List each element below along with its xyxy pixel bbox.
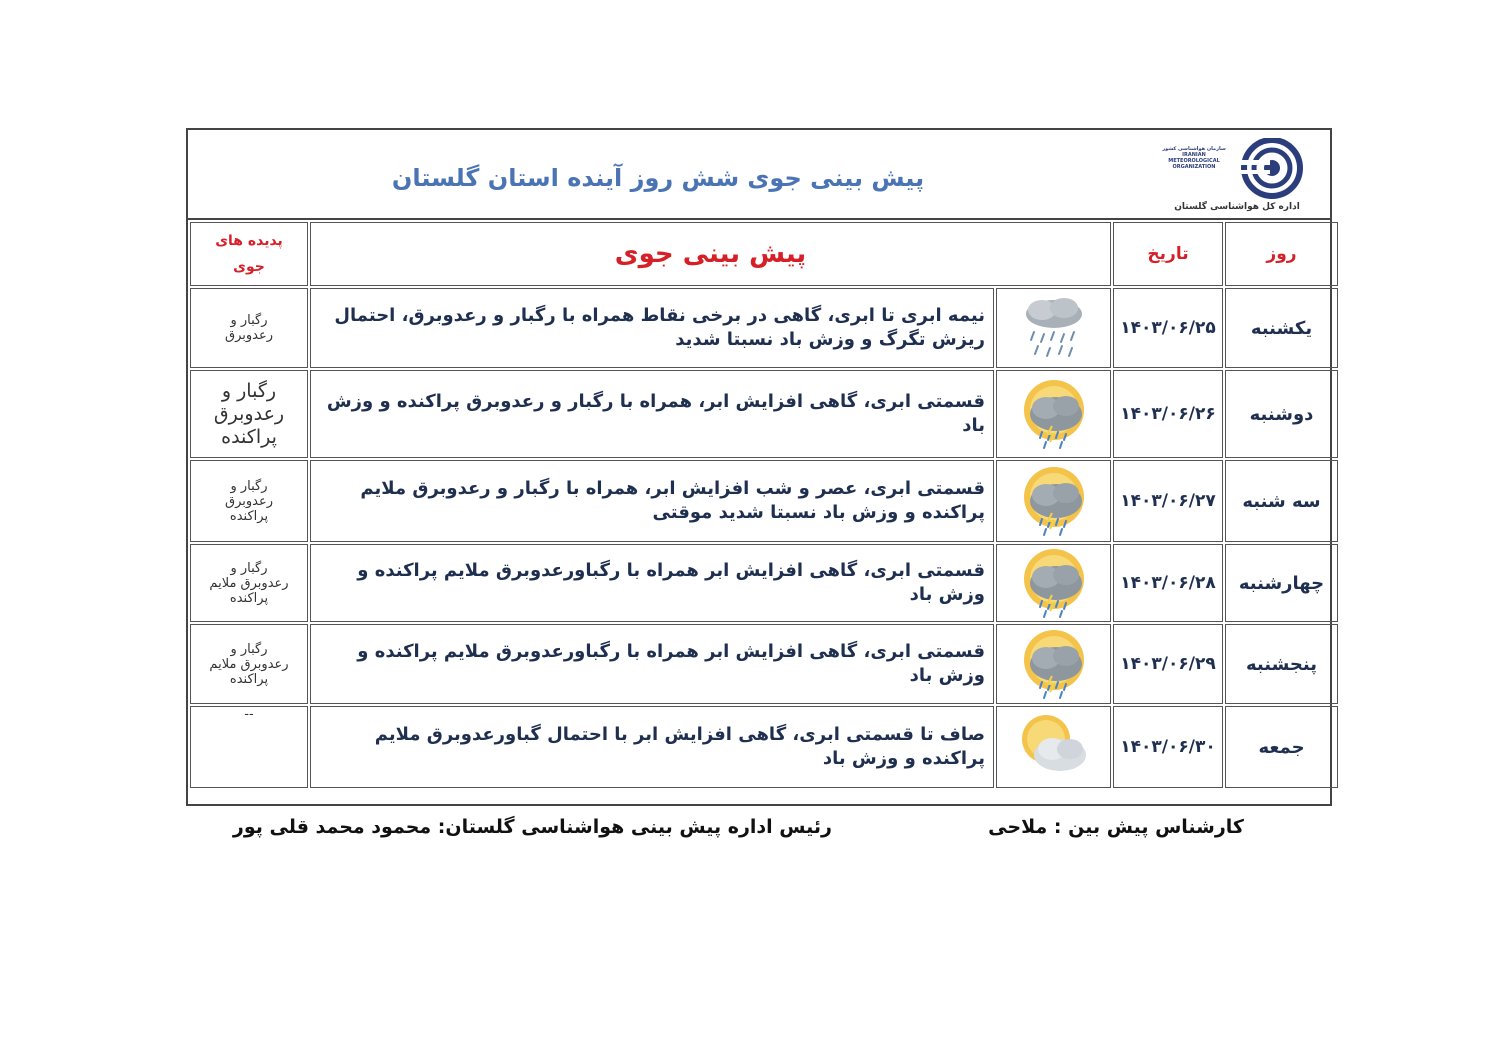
weather-icon-cell (996, 706, 1111, 788)
sun-cloud-rain-icon (1016, 463, 1092, 539)
phenomena-line-1: رگبار و (230, 313, 268, 328)
phenomena-line-3: پراکنده (229, 671, 269, 687)
table-row (190, 706, 1338, 788)
forecast-description: نیمه ابری تا ابری، گاهی در برخی نقاط همراه با رگبار و رعدوبرق، احتمال ریزش تگرگ و وزش باد نسبتا شدید (310, 288, 994, 368)
logo-org-fa: سازمان هواشناسی کشور (1162, 146, 1226, 152)
phenomena-line-3: پراکنده (229, 590, 269, 606)
day-cell: سه شنبه (1225, 460, 1338, 542)
sun-cloud-rain-icon (1016, 545, 1092, 621)
phenomena-line-2: رعدوبرق ملایم (209, 656, 289, 672)
forecast-sheet (186, 128, 1332, 806)
date-cell: ۱۴۰۳/۰۶/۲۵ (1113, 288, 1223, 368)
header-phenomena-line-1: پدیده های (215, 233, 283, 249)
date-cell: ۱۴۰۳/۰۶/۳۰ (1113, 706, 1223, 788)
forecast-description: قسمتی ابری، گاهی افزایش ابر همراه با رگباورعدوبرق ملایم پراکنده و وزش باد (310, 624, 994, 704)
sun-cloud-icon (1016, 709, 1092, 785)
logo-caption: اداره کل هواشناسی گلستان (1174, 202, 1300, 212)
forecast-description: صاف تا قسمتی ابری، گاهی افزایش ابر با احتمال گباورعدوبرق ملایم پراکنده و وزش باد (310, 706, 994, 788)
table-row (190, 460, 1338, 542)
weather-icon-cell (996, 624, 1111, 704)
logo-org-en-1: IRANIAN (1182, 152, 1206, 158)
rain-thunder-icon (1016, 290, 1092, 366)
header-phenomena (190, 222, 308, 286)
table-row (190, 544, 1338, 622)
day-cell: جمعه (1225, 706, 1338, 788)
sun-cloud-rain-icon (1016, 626, 1092, 702)
table-header-row (190, 222, 1338, 286)
phenomena-line-1: رگبار و (230, 641, 268, 657)
phenomena-line-3: پراکنده (229, 508, 269, 524)
logo-org-en-2: METEOROLOGICAL (1168, 158, 1220, 164)
phenomena-cell (190, 706, 308, 788)
footer (186, 816, 1332, 846)
meteorological-organization-logo (1162, 136, 1312, 214)
logo-org-en-3: ORGANIZATION (1172, 164, 1216, 170)
sun-cloud-rain-icon (1016, 376, 1092, 452)
header-phenomena-line-2: جوی (233, 259, 265, 275)
table-row (190, 624, 1338, 704)
header-forecast: پیش بینی جوی (310, 222, 1111, 286)
weather-icon-cell (996, 288, 1111, 368)
phenomena-line-1: -- (244, 707, 254, 722)
date-cell: ۱۴۰۳/۰۶/۲۸ (1113, 544, 1223, 622)
day-cell: دوشنبه (1225, 370, 1338, 458)
phenomena-line-1: رگبار و (230, 478, 268, 494)
logo-org-text (1162, 146, 1226, 170)
weather-icon-cell (996, 370, 1111, 458)
phenomena-cell (190, 460, 308, 542)
forecast-table (188, 220, 1340, 790)
table-row (190, 288, 1338, 368)
phenomena-cell (190, 288, 308, 368)
logo-emblem-icon (1234, 138, 1304, 200)
day-cell: پنجشنبه (1225, 624, 1338, 704)
table-row (190, 370, 1338, 458)
phenomena-cell (190, 544, 308, 622)
day-cell: یکشنبه (1225, 288, 1338, 368)
day-cell: چهارشنبه (1225, 544, 1338, 622)
weather-icon-cell (996, 460, 1111, 542)
date-cell: ۱۴۰۳/۰۶/۲۶ (1113, 370, 1223, 458)
phenomena-line-1: رگبار و (230, 560, 268, 576)
phenomena-line-2: رعدوبرق (213, 402, 285, 425)
forecast-description: قسمتی ابری، گاهی افزایش ابر همراه با رگباورعدوبرق ملایم پراکنده و وزش باد (310, 544, 994, 622)
forecaster-name: کارشناس پیش بین : ملاحی (988, 816, 1244, 838)
page-title: پیش بینی جوی شش روز آینده استان گلستان (391, 164, 925, 192)
weather-icon-cell (996, 544, 1111, 622)
header-row (188, 130, 1330, 220)
header-date: تاریخ (1113, 222, 1223, 286)
office-head-name: رئیس اداره پیش بینی هواشناسی گلستان: محمود محمد قلی پور (232, 816, 832, 838)
date-cell: ۱۴۰۳/۰۶/۲۹ (1113, 624, 1223, 704)
phenomena-line-2: رعدوبرق (224, 328, 273, 343)
phenomena-cell (190, 370, 308, 458)
header-day: روز (1225, 222, 1338, 286)
phenomena-line-1: رگبار و (221, 379, 277, 402)
phenomena-line-2: رعدوبرق (224, 493, 273, 509)
forecast-description: قسمتی ابری، گاهی افزایش ابر، همراه با رگبار و رعدوبرق پراکنده و وزش باد (310, 370, 994, 458)
phenomena-line-3: پراکنده (221, 425, 277, 448)
phenomena-cell (190, 624, 308, 704)
phenomena-line-2: رعدوبرق ملایم (209, 575, 289, 591)
date-cell: ۱۴۰۳/۰۶/۲۷ (1113, 460, 1223, 542)
forecast-description: قسمتی ابری، عصر و شب افزایش ابر، همراه با رگبار و رعدوبرق ملایم پراکنده و وزش باد نسبتا شدید موقتی (310, 460, 994, 542)
